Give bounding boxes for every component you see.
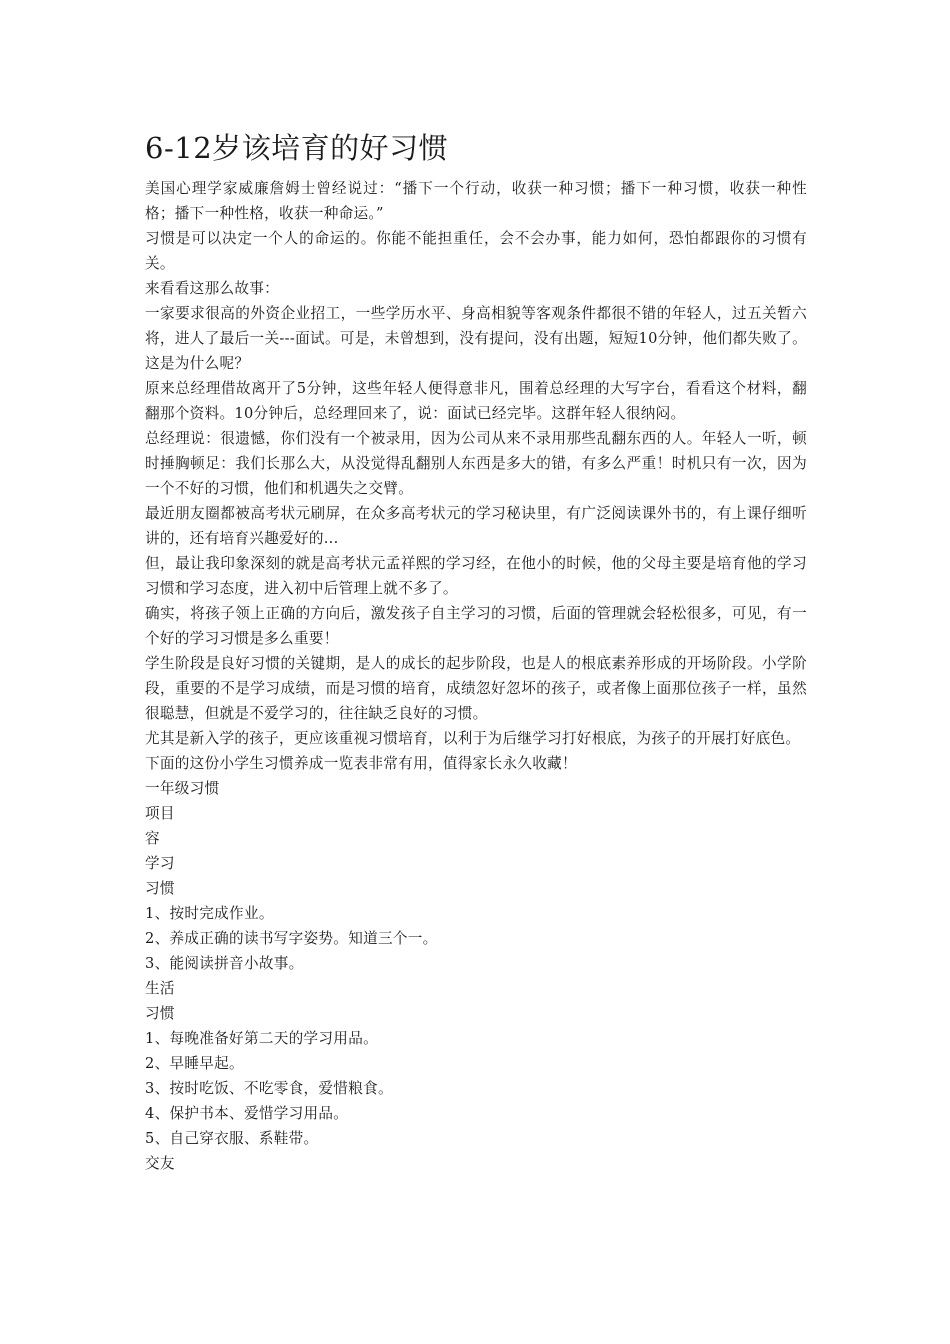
paragraph-habit-destiny: 习惯是可以决定一个人的命运的。你能不能担重任，会不会办事，能力如何，恐怕都跟你的习惯有关。 xyxy=(145,230,807,272)
category-life-1: 生活 xyxy=(145,980,175,997)
grade-one-heading: 一年级习惯 xyxy=(145,780,220,797)
document-title: 6-12岁该培育的好习惯 xyxy=(145,131,449,165)
life-habit-item: 1、每晚准备好第二天的学习用品。 xyxy=(145,1030,378,1047)
paragraph-direction: 确实，将孩子领上正确的方向后，激发孩子自主学习的习惯，后面的管理就会轻松很多，可见，有一个好的学习习惯是多么重要！ xyxy=(145,605,807,647)
study-habit-item: 1、按时完成作业。 xyxy=(145,905,274,922)
paragraph-story-intro: 来看看这那么故事： xyxy=(145,280,280,297)
category-study-2: 习惯 xyxy=(145,880,175,897)
table-header-content: 容 xyxy=(145,830,160,847)
category-life-2: 习惯 xyxy=(145,1005,175,1022)
life-habit-item: 4、保护书本、爱惜学习用品。 xyxy=(145,1105,349,1122)
table-header-item: 项目 xyxy=(145,805,175,822)
paragraph-meng-xiangxi: 但，最让我印象深刻的就是高考状元孟祥熙的学习经，在他小的时候，他的父母主要是培育他的学习习惯和学习态度，进入初中后管理上就不多了。 xyxy=(145,555,807,597)
life-habit-item: 3、按时吃饭、不吃零食，爱惜粮食。 xyxy=(145,1080,393,1097)
paragraph-top-scorers: 最近朋友圈都被高考状元刷屏，在众多高考状元的学习秘诀里，有广泛阅读课外书的，有上课仔细听讲的，还有培育兴趣爱好的... xyxy=(145,505,807,547)
paragraph-story-result: 总经理说：很遗憾，你们没有一个被录用，因为公司从来不录用那些乱翻东西的人。年轻人一听，顿时捶胸顿足：我们长那么大，从没觉得乱翻别人东西是多大的错，有多么严重！时机只有一次，因为一个不好的习惯，他们和机遇失之交臂。 xyxy=(145,430,807,497)
life-habit-item: 2、早睡早起。 xyxy=(145,1055,244,1072)
life-habit-item: 5、自己穿衣服、系鞋带。 xyxy=(145,1130,319,1147)
paragraph-story-interview: 一家要求很高的外资企业招工，一些学历水平、身高相貌等客观条件都很不错的年轻人，过五关暂六将，进人了最后一关---面试。可是，未曾想到，没有提问，没有出题，短短10分钟，他们都失败了。这是为什么呢？ xyxy=(145,305,807,372)
category-friendship: 交友 xyxy=(145,1155,175,1172)
paragraph-key-period: 学生阶段是良好习惯的关键期，是人的成长的起步阶段，也是人的根底素养形成的开场阶段。小学阶段，重要的不是学习成绩，而是习惯的培育，成绩忽好忽坏的孩子，或者像上面那位孩子一样，虽然很聪慧，但就是不爱学习的，往往缺乏良好的习惯。 xyxy=(145,655,807,722)
document-page xyxy=(145,128,807,1176)
paragraph-story-manager-leaves: 原来总经理借故离开了5分钟，这些年轻人便得意非凡，围着总经理的大写字台，看看这个材料，翻翻那个资料。10分钟后，总经理回来了，说：面试已经完毕。这群年轻人很纳闷。 xyxy=(145,380,807,422)
paragraph-quote: 美国心理学家威廉詹姆士曾经说过：“播下一个行动，收获一种习惯；播下一种习惯，收获一种性格；播下一种性格，收获一种命运。” xyxy=(145,180,807,222)
paragraph-new-students: 尤其是新入学的孩子，更应该重视习惯培育，以利于为后继学习打好根底，为孩子的开展打好底色。 xyxy=(145,730,801,747)
paragraph-table-intro: 下面的这份小学生习惯养成一览表非常有用，值得家长永久收藏！ xyxy=(145,755,577,772)
study-habit-item: 2、养成正确的读书写字姿势。知道三个一。 xyxy=(145,930,438,947)
category-study-1: 学习 xyxy=(145,855,175,872)
study-habit-item: 3、能阅读拼音小故事。 xyxy=(145,955,304,972)
